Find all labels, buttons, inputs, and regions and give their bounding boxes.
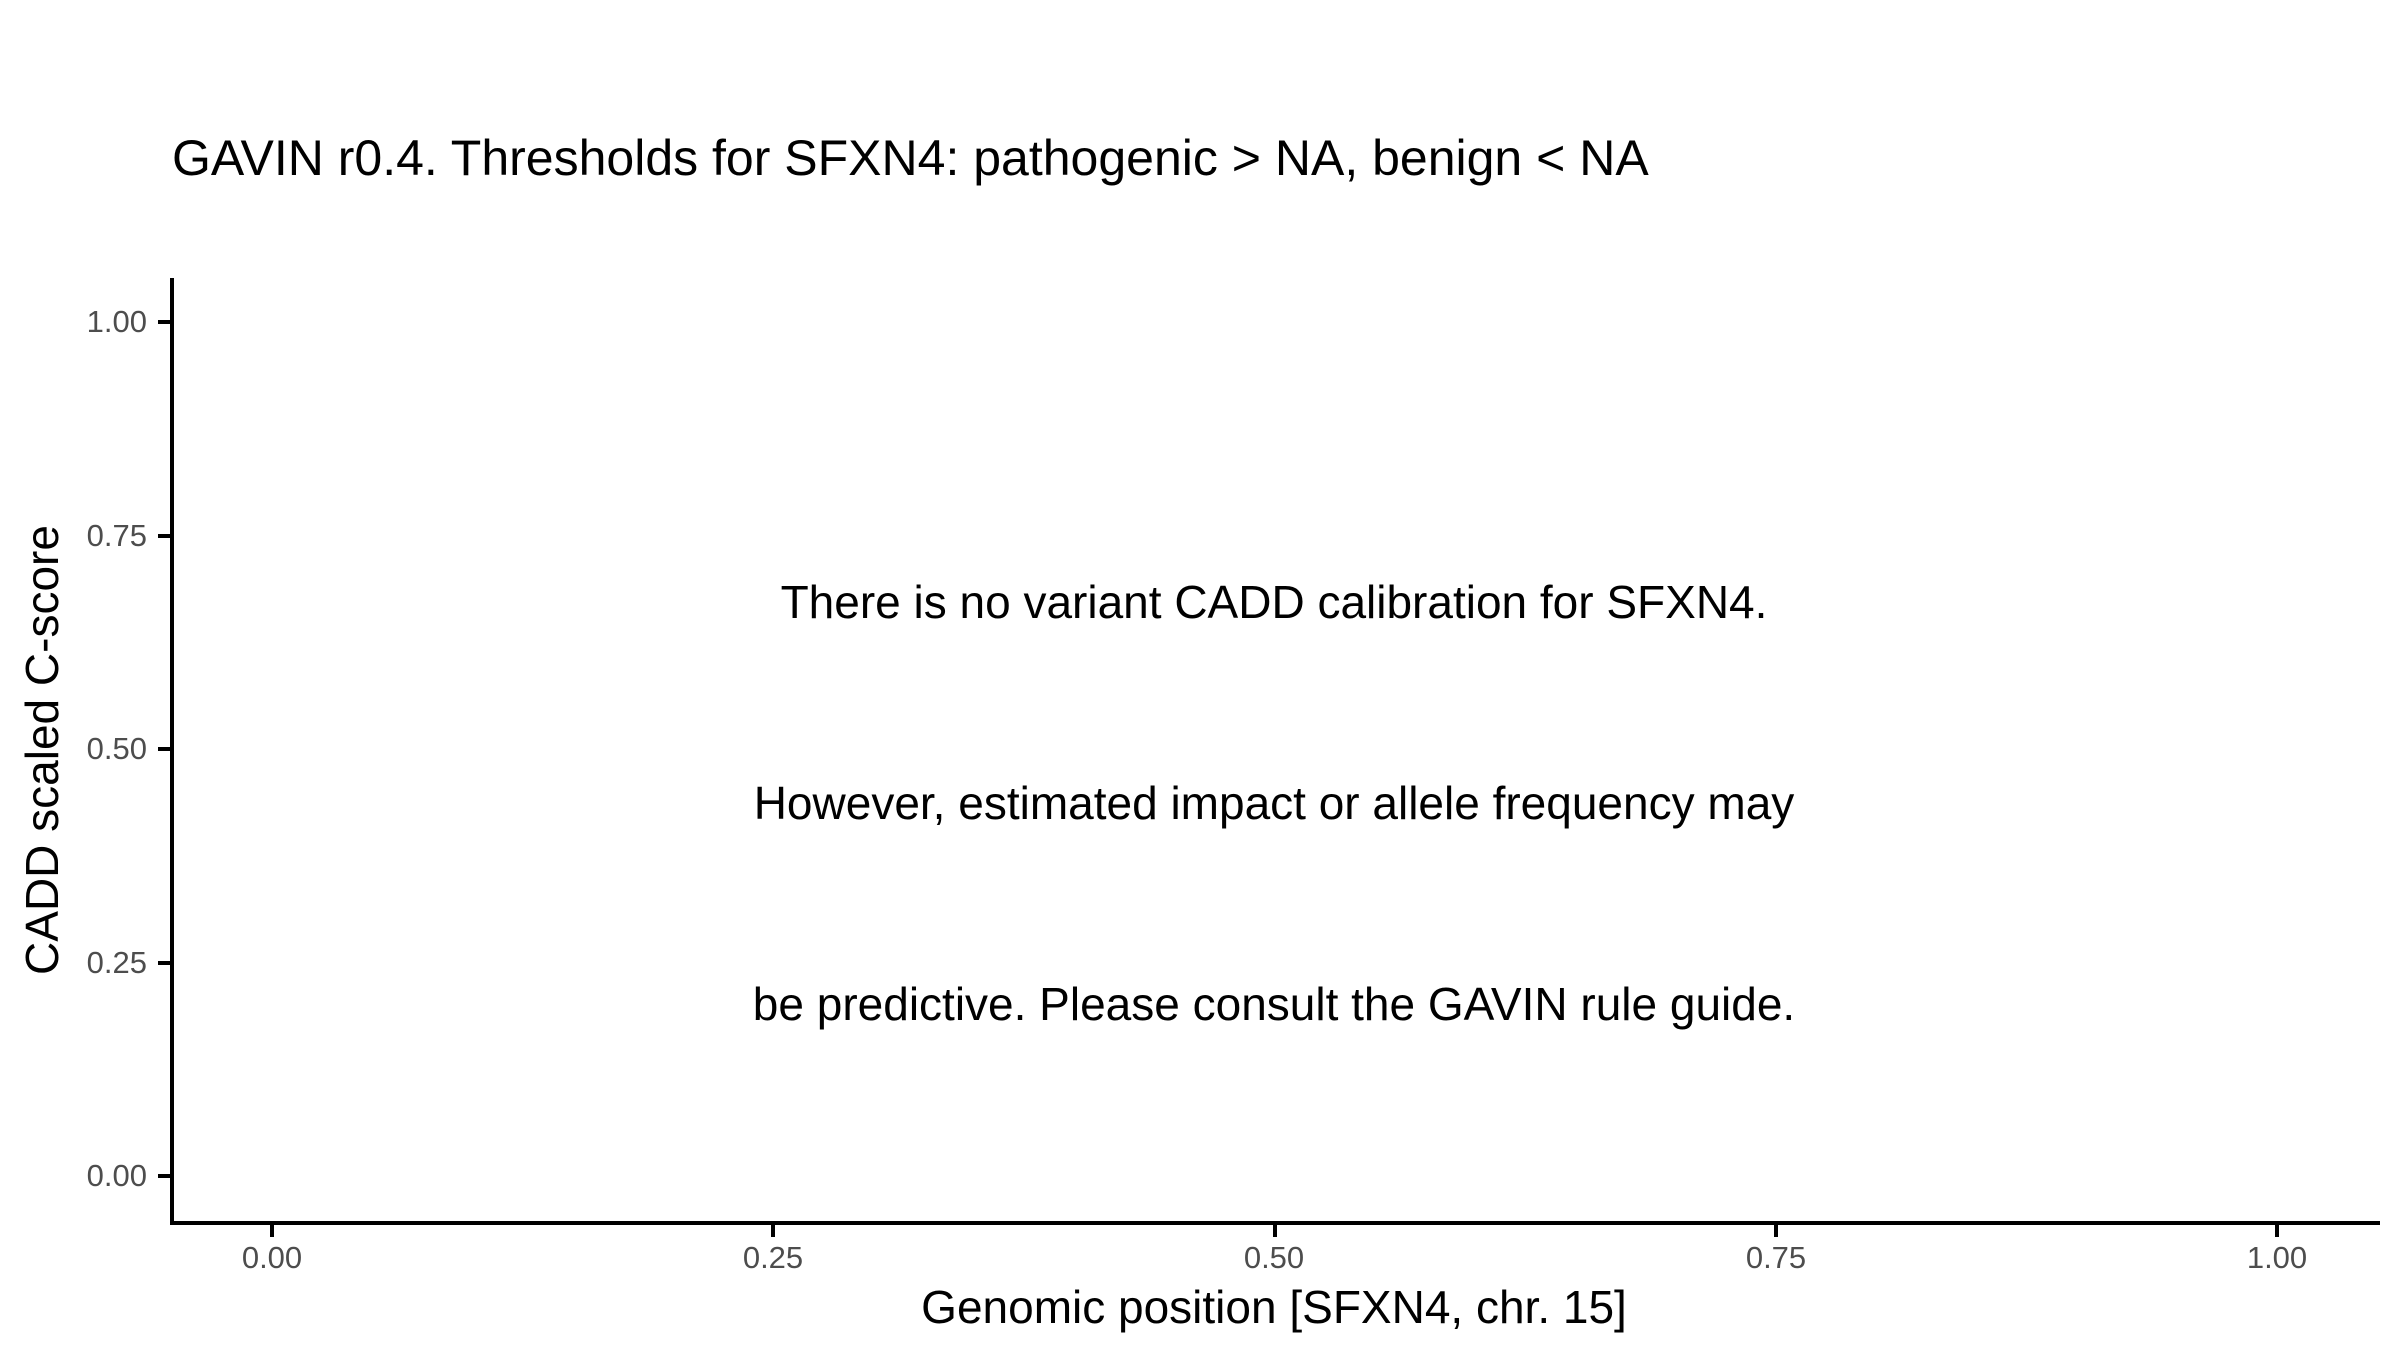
annotation-line-3: be predictive. Please consult the GAVIN rule guide. [752, 978, 1796, 1030]
y-tick-mark [158, 534, 170, 538]
x-tick-mark [1774, 1225, 1778, 1237]
y-tick-mark [158, 747, 170, 751]
y-tick-label: 0.50 [86, 731, 147, 766]
y-axis-title: CADD scaled C-score [16, 525, 68, 975]
x-axis-title: Genomic position [SFXN4, chr. 15] [921, 1281, 1627, 1333]
x-tick-label: 0.00 [241, 1240, 303, 1275]
x-tick-label: 0.50 [1243, 1240, 1305, 1275]
y-tick-label: 0.75 [86, 518, 147, 553]
no-calibration-annotation [753, 435, 1795, 1172]
y-tick-label: 0.25 [86, 945, 147, 980]
x-tick-mark [771, 1225, 775, 1237]
x-tick-mark [2275, 1225, 2279, 1237]
plot-title-line-1: GAVIN r0.4. Thresholds for SFXN4: pathogenic > NA, benign < NA [172, 130, 1649, 186]
y-tick-mark [158, 320, 170, 324]
y-tick-label: 1.00 [86, 304, 147, 339]
y-tick-mark [158, 961, 170, 965]
annotation-line-1: There is no variant CADD calibration for SFXN4. [780, 576, 1768, 628]
x-tick-label: 1.00 [2246, 1240, 2308, 1275]
x-tick-label: 0.25 [742, 1240, 804, 1275]
x-tick-label: 0.75 [1745, 1240, 1807, 1275]
y-tick-label: 0.00 [86, 1158, 147, 1193]
x-tick-mark [270, 1225, 274, 1237]
y-tick-mark [158, 1174, 170, 1178]
annotation-line-2: However, estimated impact or allele frequency may [753, 777, 1795, 829]
x-tick-mark [1273, 1225, 1277, 1237]
